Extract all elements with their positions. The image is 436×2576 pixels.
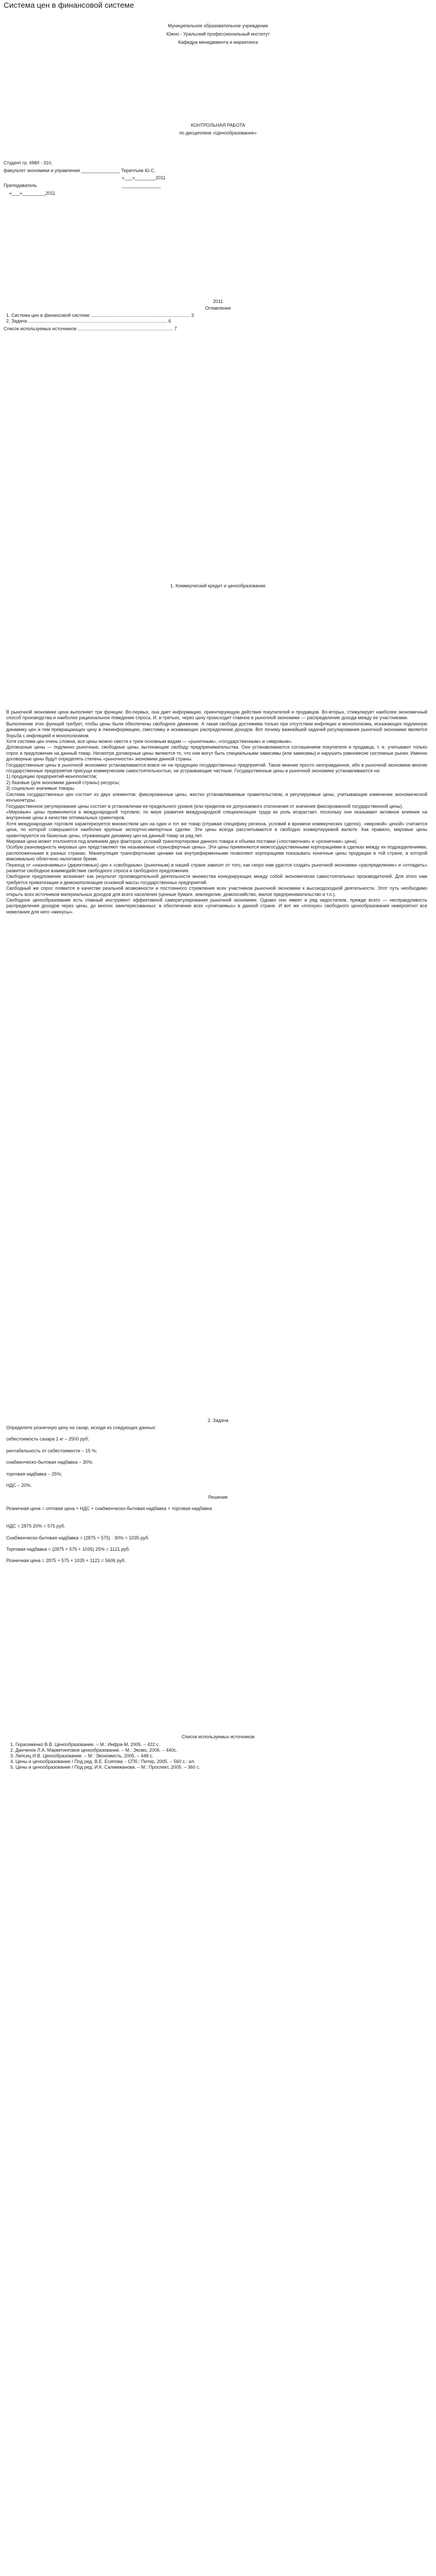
toc-item: 1. Система цен в финансовой системе ............................................................................. 3 bbox=[6, 313, 194, 318]
paragraph: Переход от «назначаемых» (директивных) цен к «свободным» (рыночным) в нашей стране зависит от того, как скоро нам удастся создать рыночной экономики «распределение» и «отладить» развитое свободное взаимодействие свободного спроса и свободного предложения. bbox=[6, 862, 427, 873]
student-group: Студент гр. КМИ - 310, bbox=[4, 160, 53, 165]
task-line: НДС – 20%. bbox=[6, 1483, 32, 1488]
sources-list bbox=[6, 1742, 427, 1770]
section2-heading: 2. Задача bbox=[207, 1418, 229, 1423]
source-item: 3. Липсиц И.В. Ценообразование. – М.: Экономисть, 2005. – 448 с. bbox=[15, 1753, 427, 1759]
paragraph: 2) базовые (для экономики данной страны) ресурсы; bbox=[6, 779, 120, 785]
solution-line: Розничная цена = оптовая цена + НДС + снабженческо-бытовая надбавка + торговая надбавка bbox=[6, 1506, 212, 1511]
solution-line: Розничная цена = 2875 + 575 + 1035 + 1121 = 5606 руб. bbox=[6, 1558, 126, 1563]
discipline: по дисциплине «Ценообразование» bbox=[179, 130, 257, 135]
source-item: 5. Цены и ценообразование / Под ред. И.К. Салимжанова. – М.: Проспект, 2005. – 360 с. bbox=[15, 1765, 427, 1770]
toc-sources: Список используемых источников .......................................................................... 7 bbox=[4, 326, 177, 331]
task-line: торговая надбавка – 25%; bbox=[6, 1471, 62, 1477]
org-line: Кафедра менеджмента и маркетинга bbox=[178, 40, 258, 45]
paragraph: «Мировые» цены применяются в международной торговле; по мере развития международной специализации труда их роль возрастает, поскольку они оказывают активное влияние на внутренние цены в качестве оптимальных ориентиров. bbox=[6, 809, 427, 821]
solution-line: НДС = 2875 20% = 575 руб. bbox=[6, 1523, 65, 1529]
toc-heading: Оглавление bbox=[205, 306, 231, 311]
task-line: себестоимость сахара 1 кг – 2500 руб; bbox=[6, 1436, 89, 1442]
source-item: 4. Цены и ценообразование / Под ред. В.Е. Есипова. - СПб.: Питер, 2005. – 560 с.: ил. bbox=[15, 1759, 427, 1765]
paragraph: 1) продукцию предприятий-монополистов; bbox=[6, 774, 98, 779]
org-line: Южно - Уральский профессиональный институт bbox=[166, 31, 270, 37]
org-line: Муниципальное образовательное учреждение bbox=[168, 23, 268, 28]
toc-item: 2. Задача ............................................................................................................ 6 bbox=[6, 318, 171, 324]
solution-line: Снабженческо-бытовая надбавка = (2875 + 575) · 30% = 1035 руб. bbox=[6, 1535, 150, 1540]
document-title: Система цен в финансовой системе bbox=[4, 1, 134, 10]
paragraph: Государственные цены в рыночной экономике устанавливаются вовсе не на продукцию государственных предприятий. Такое мнение просто неоправданное, ибо в рыночной экономике многие государственные предприятия присущи коммерческим самостоятельностью, не устраивающие частным. Государственные цены в рыночной экономике устанавливаются на: bbox=[6, 762, 427, 774]
student-date: «___»________2011 bbox=[122, 175, 166, 180]
paragraph: Договорные цены — подлинно рыночные, свободные цены, вытекающие свободу предпринимательства. Они устанавливаются соглашением покупателя и продавца, т. е. учитывают только спрос и предложение на данный товар. Несмотря договорные цены являются то, что они могут быть специальными зависимы (или зависимы) и нарушить равновесие системные рынки. Именно договорные цены будут определять степень «рыночности» экономики данной страны. bbox=[6, 744, 427, 762]
task-line: рентабельность от себестоимости – 15 %; bbox=[6, 1448, 97, 1453]
solution-line: Торговая надбавка = (2875 + 575 + 1035) 25% = 1121 руб. bbox=[6, 1547, 130, 1552]
section1-body bbox=[6, 709, 427, 915]
title-year: 2011 bbox=[213, 299, 223, 304]
section1-heading: 1. Коммерческий кредит и ценообразование bbox=[170, 583, 266, 588]
paragraph: Свободное предложение возникает как результат производительной деятельности множества конкурирующих между собой экономически самостоятельных производителей. Для этого нам требуется приватизация и демонополизация основной массы государственных предприятий. bbox=[6, 874, 427, 885]
solution-heading: Решение bbox=[208, 1495, 228, 1500]
source-item: 2. Данченок Л.А. Маркетинговое ценообразование. – М.: Эксмо, 2006. – 440с. bbox=[15, 1748, 427, 1753]
paragraph: Особую разновидность мировых цен представляют так называемые «трансфертные цены». Эти цены применяются межгосударственными корпорациями в сделках между их подразделениями, расположенными в разных странах. Манипуляция трансфертными ценами как внутрифирменными позволяют корпорациям показывать конечные цены продукции в той стране, в которой максимально облегчено налоговое бремя. bbox=[6, 844, 427, 862]
teacher-label: Преподаватель bbox=[4, 183, 37, 188]
document-page bbox=[0, 10, 436, 2576]
task-line: снабженческо-бытовая надбавка – 30%; bbox=[6, 1460, 94, 1465]
faculty-line: факультет экономики и управления _______________ Теричтьев Ю.С. bbox=[4, 168, 155, 173]
paragraph: Свободный же спрос появится в качестве реальной возможности и постоянного стремления всех участников рыночной экономики к высокодоходной деятельности. Этот путь необходимо открыть всех источников материальных доходов для всего населения (ценные бумаги, земледелие, домохозяйство, малое предпринимательство и т.п.). bbox=[6, 886, 427, 897]
paragraph: Государственное регулирование цены состоит в установлении ее предельного уровня (или пределов ее допускаемого отклонения от значения фиксированной государственной цены). bbox=[6, 803, 404, 809]
paragraph: Мировая цена может отклонятся под влиянием двух факторов: условий транспортировки данного товара и объема поставки («поставочная» и «розничная» цена). bbox=[6, 838, 358, 844]
paragraph: Свободное ценообразование есть главный инструмент эффективной саморегулирования рыночной экономики. Однако оно имеет и ряд недостатков, прежде всего — неспраедливость распределения доходов через цены, до многих заинтересованных: в обеспечении всех «угнетаемых» в данной стране. И вот же «плохую» свободного ценообразования невероятно! все нежелания для него «минусы». bbox=[6, 897, 427, 914]
task-line: Определите розничную цену на сахар, исходя из следующих данных: bbox=[6, 1425, 156, 1430]
teacher-signature-line: _______________ bbox=[122, 183, 161, 188]
teacher-date: «___»_________2011 bbox=[9, 191, 56, 196]
paragraph: 3) социально значимые товары. bbox=[6, 786, 76, 791]
source-item: 1. Герасименко В.В. Ценообразование. – М.: Инфра-М, 2005. – 422 с. bbox=[15, 1742, 427, 1748]
work-type: КОНТРОЛЬНАЯ РАБОТА bbox=[190, 123, 246, 128]
paragraph: Хотя международная торговля характеризуется множеством цен на один и тот же товар (отражая специфику региона, условий в времени коммерческих сделок), «мировой» ценой» считается цена, по которой совершаются наиболее крупные экспортно-импортные сделки. Эти цены всегда рассчитываются в свободно конвертируемой валюте. Как правило, мировые цены ориентируются на базисные цены, отражающие динамику цен на данный товар за ряд лет. bbox=[6, 821, 427, 838]
paragraph: Выполнение этих функций требует, чтобы цены были обеспечены свободное движение. А такая свобода достижима только при отсутствии инфляции и монополизма, искажающих подлинную динамику цен и тем превращающих цену в лжеинформацию, сместимку и искажающих распределение доходов. Вот почему важнейшей задачей регулирования рыночной экономики является борьба с инфляцией и монополизмом. bbox=[6, 721, 427, 738]
paragraph: Хотя система цен очень сложна, все цены можно свести к трем основным видам — «рыночным», «государственным» и «мировым». bbox=[6, 739, 293, 744]
sources-heading: Список используемых источников bbox=[181, 1734, 255, 1739]
paragraph: Система государственных цен состоит из двух элементов: фиксированные цены, жестко устанавливаемые правительством, и регулируемые цены, учитывающие изменение экономической конъюнктуры. bbox=[6, 791, 427, 803]
paragraph: В рыночной экономике цена выполняет три функции. Во-первых, она дает информацию, ориентирующую действия покупателей и продавцов. Во-вторых, стимулирует наиболее экономичный способ производства и наиболее рациональное поведение спроса. И, в-третьих, через цену происходит главное в рыночной экономике — распределение дохода между ее участниками. bbox=[6, 709, 427, 721]
